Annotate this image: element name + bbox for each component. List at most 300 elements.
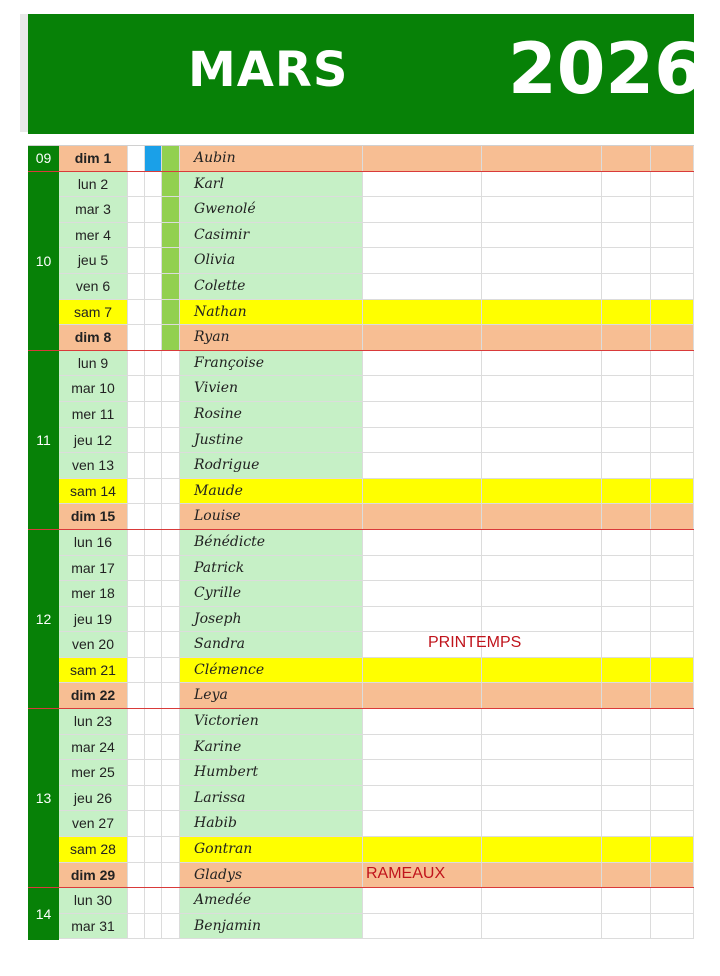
marker-cell-b	[144, 172, 161, 197]
notes-cell	[650, 581, 694, 606]
day-row	[28, 709, 694, 735]
marker-cell-b	[144, 735, 161, 760]
notes-cell	[362, 453, 481, 478]
notes-cell	[601, 172, 650, 197]
saint-name: Humbert	[179, 760, 362, 785]
notes-cell	[601, 223, 650, 248]
saint-name: Karine	[179, 735, 362, 760]
notes-cell	[650, 351, 694, 376]
notes-cell	[362, 325, 481, 350]
notes-cell	[601, 607, 650, 632]
notes-cell	[481, 197, 601, 222]
notes-cell	[650, 248, 694, 273]
notes-cell	[481, 709, 601, 734]
calendar-header	[28, 14, 703, 134]
notes-cell	[650, 658, 694, 683]
notes-cell	[601, 479, 650, 504]
marker-cell-a	[127, 325, 144, 350]
marker-cell-b	[144, 914, 161, 939]
notes-cell	[481, 300, 601, 325]
notes-cell	[481, 556, 601, 581]
notes-cell	[362, 709, 481, 734]
notes-cell	[481, 837, 601, 862]
notes-cell	[362, 735, 481, 760]
marker-cell-a	[127, 146, 144, 171]
saint-name: Gladys	[179, 863, 362, 888]
week-number: 11	[28, 351, 59, 530]
marker-cell-b	[144, 786, 161, 811]
event-label: RAMEAUX	[366, 864, 446, 882]
marker-cell-c	[161, 172, 179, 197]
notes-cell	[601, 863, 650, 888]
notes-cell	[362, 300, 481, 325]
marker-cell-a	[127, 760, 144, 785]
marker-cell-c	[161, 197, 179, 222]
notes-cell	[362, 248, 481, 273]
marker-cell-c	[161, 223, 179, 248]
day-row	[28, 274, 694, 300]
notes-cell	[601, 632, 650, 657]
day-label: dim 15	[59, 504, 127, 529]
saint-name: Louise	[179, 504, 362, 529]
saint-name: Sandra	[179, 632, 362, 657]
marker-cell-b	[144, 504, 161, 529]
week-number: 09	[28, 146, 59, 172]
notes-cell	[481, 351, 601, 376]
notes-cell	[362, 683, 481, 708]
notes-cell	[481, 735, 601, 760]
notes-cell	[362, 504, 481, 529]
notes-cell	[601, 504, 650, 529]
notes-cell	[362, 172, 481, 197]
month-title: MARS	[188, 42, 349, 98]
notes-cell	[601, 530, 650, 555]
marker-cell-b	[144, 351, 161, 376]
day-label: jeu 19	[59, 607, 127, 632]
week-number: 12	[28, 530, 59, 709]
notes-cell	[650, 786, 694, 811]
marker-cell-b	[144, 556, 161, 581]
marker-cell-a	[127, 376, 144, 401]
marker-cell-b	[144, 376, 161, 401]
notes-cell	[650, 914, 694, 939]
notes-cell	[481, 428, 601, 453]
day-row	[28, 811, 694, 837]
saint-name: Françoise	[179, 351, 362, 376]
day-row	[28, 735, 694, 761]
day-label: sam 7	[59, 300, 127, 325]
saint-name: Maude	[179, 479, 362, 504]
notes-cell	[650, 607, 694, 632]
notes-cell	[481, 658, 601, 683]
saint-name: Clémence	[179, 658, 362, 683]
notes-cell	[601, 376, 650, 401]
notes-cell	[650, 300, 694, 325]
marker-cell-a	[127, 248, 144, 273]
day-label: mer 11	[59, 402, 127, 427]
marker-cell-a	[127, 453, 144, 478]
notes-cell	[481, 325, 601, 350]
notes-cell	[601, 402, 650, 427]
day-label: ven 27	[59, 811, 127, 836]
notes-cell	[650, 632, 694, 657]
notes-cell	[481, 863, 601, 888]
marker-cell-c	[161, 428, 179, 453]
marker-cell-c	[161, 658, 179, 683]
day-row	[28, 837, 694, 863]
marker-cell-a	[127, 811, 144, 836]
notes-cell	[362, 888, 481, 913]
notes-cell	[481, 683, 601, 708]
day-label: dim 22	[59, 683, 127, 708]
marker-cell-c	[161, 325, 179, 350]
notes-cell	[481, 172, 601, 197]
notes-cell	[650, 863, 694, 888]
marker-cell-a	[127, 607, 144, 632]
day-row	[28, 888, 694, 914]
notes-cell	[650, 530, 694, 555]
saint-name: Leya	[179, 683, 362, 708]
day-row	[28, 556, 694, 582]
notes-cell	[601, 811, 650, 836]
day-label: mar 17	[59, 556, 127, 581]
marker-cell-b	[144, 581, 161, 606]
day-label: dim 1	[59, 146, 127, 171]
notes-cell	[362, 760, 481, 785]
marker-cell-b	[144, 325, 161, 350]
notes-cell	[650, 453, 694, 478]
saint-name: Colette	[179, 274, 362, 299]
notes-cell	[481, 274, 601, 299]
marker-cell-b	[144, 632, 161, 657]
notes-cell	[601, 146, 650, 171]
notes-cell	[650, 837, 694, 862]
day-label: mar 24	[59, 735, 127, 760]
notes-cell	[481, 786, 601, 811]
marker-cell-a	[127, 888, 144, 913]
notes-cell	[362, 530, 481, 555]
marker-cell-c	[161, 248, 179, 273]
notes-cell	[481, 146, 601, 171]
notes-cell	[601, 453, 650, 478]
day-row	[28, 300, 694, 326]
notes-cell	[601, 248, 650, 273]
saint-name: Cyrille	[179, 581, 362, 606]
notes-cell	[362, 146, 481, 171]
notes-cell	[481, 530, 601, 555]
marker-cell-c	[161, 351, 179, 376]
marker-cell-c	[161, 300, 179, 325]
notes-cell	[601, 300, 650, 325]
notes-cell	[601, 325, 650, 350]
notes-cell	[481, 223, 601, 248]
notes-cell	[481, 504, 601, 529]
saint-name: Justine	[179, 428, 362, 453]
notes-cell	[650, 223, 694, 248]
marker-cell-a	[127, 172, 144, 197]
notes-cell	[362, 914, 481, 939]
notes-cell	[650, 376, 694, 401]
notes-cell	[362, 811, 481, 836]
marker-cell-b	[144, 428, 161, 453]
notes-cell	[650, 172, 694, 197]
saint-name: Rosine	[179, 402, 362, 427]
notes-cell	[362, 607, 481, 632]
day-row	[28, 402, 694, 428]
notes-cell	[601, 914, 650, 939]
notes-cell	[650, 683, 694, 708]
calendar-grid	[28, 145, 694, 939]
saint-name: Rodrigue	[179, 453, 362, 478]
notes-cell	[601, 888, 650, 913]
day-label: lun 30	[59, 888, 127, 913]
day-row	[28, 607, 694, 633]
marker-cell-c	[161, 632, 179, 657]
saint-name: Olivia	[179, 248, 362, 273]
notes-cell	[481, 376, 601, 401]
marker-cell-b	[144, 888, 161, 913]
marker-cell-b	[144, 811, 161, 836]
day-row	[28, 581, 694, 607]
day-row	[28, 479, 694, 505]
marker-cell-b	[144, 530, 161, 555]
marker-cell-b	[144, 479, 161, 504]
marker-cell-a	[127, 479, 144, 504]
marker-cell-c	[161, 811, 179, 836]
day-row	[28, 504, 694, 530]
marker-cell-a	[127, 428, 144, 453]
marker-cell-a	[127, 735, 144, 760]
saint-name: Casimir	[179, 223, 362, 248]
day-row	[28, 658, 694, 684]
notes-cell	[650, 556, 694, 581]
marker-cell-a	[127, 863, 144, 888]
notes-cell	[481, 914, 601, 939]
notes-cell	[481, 888, 601, 913]
day-row	[28, 453, 694, 479]
notes-cell	[650, 709, 694, 734]
marker-cell-c	[161, 504, 179, 529]
notes-cell	[601, 197, 650, 222]
notes-cell	[650, 146, 694, 171]
marker-cell-a	[127, 402, 144, 427]
marker-cell-c	[161, 683, 179, 708]
marker-cell-c	[161, 607, 179, 632]
marker-cell-b	[144, 760, 161, 785]
saint-name: Joseph	[179, 607, 362, 632]
notes-cell	[601, 658, 650, 683]
marker-cell-c	[161, 556, 179, 581]
notes-cell	[650, 428, 694, 453]
marker-cell-c	[161, 735, 179, 760]
day-label: mar 3	[59, 197, 127, 222]
day-row	[28, 914, 694, 940]
week-number: 10	[28, 172, 59, 351]
day-label: mar 31	[59, 914, 127, 939]
marker-cell-c	[161, 530, 179, 555]
saint-name: Vivien	[179, 376, 362, 401]
day-row	[28, 632, 694, 658]
day-row	[28, 376, 694, 402]
day-row	[28, 325, 694, 351]
notes-cell	[481, 760, 601, 785]
day-row	[28, 248, 694, 274]
marker-cell-b	[144, 607, 161, 632]
day-label: ven 20	[59, 632, 127, 657]
notes-cell	[650, 735, 694, 760]
marker-cell-c	[161, 709, 179, 734]
notes-cell	[362, 197, 481, 222]
notes-cell	[601, 683, 650, 708]
marker-cell-c	[161, 453, 179, 478]
marker-cell-b	[144, 223, 161, 248]
saint-name: Victorien	[179, 709, 362, 734]
day-row	[28, 172, 694, 198]
day-label: lun 23	[59, 709, 127, 734]
day-label: mer 18	[59, 581, 127, 606]
notes-cell	[601, 837, 650, 862]
marker-cell-c	[161, 479, 179, 504]
year-title: 2026	[508, 28, 703, 110]
saint-name: Ryan	[179, 325, 362, 350]
marker-cell-a	[127, 351, 144, 376]
day-label: jeu 5	[59, 248, 127, 273]
notes-cell	[362, 556, 481, 581]
notes-cell	[481, 811, 601, 836]
marker-cell-a	[127, 530, 144, 555]
saint-name: Patrick	[179, 556, 362, 581]
day-label: lun 16	[59, 530, 127, 555]
week-number: 13	[28, 709, 59, 888]
marker-cell-a	[127, 223, 144, 248]
saint-name: Bénédicte	[179, 530, 362, 555]
notes-cell	[362, 786, 481, 811]
day-label: ven 13	[59, 453, 127, 478]
marker-cell-a	[127, 556, 144, 581]
day-label: sam 14	[59, 479, 127, 504]
day-row	[28, 146, 694, 172]
day-label: mer 4	[59, 223, 127, 248]
notes-cell	[362, 223, 481, 248]
marker-cell-a	[127, 709, 144, 734]
marker-cell-a	[127, 683, 144, 708]
notes-cell	[481, 581, 601, 606]
marker-cell-a	[127, 632, 144, 657]
day-label: mer 25	[59, 760, 127, 785]
marker-cell-a	[127, 837, 144, 862]
marker-cell-c	[161, 274, 179, 299]
marker-cell-a	[127, 274, 144, 299]
notes-cell	[601, 581, 650, 606]
notes-cell	[601, 760, 650, 785]
saint-name: Larissa	[179, 786, 362, 811]
marker-cell-b	[144, 402, 161, 427]
notes-cell	[601, 556, 650, 581]
notes-cell	[650, 402, 694, 427]
day-row	[28, 197, 694, 223]
notes-cell	[601, 786, 650, 811]
day-label: lun 2	[59, 172, 127, 197]
marker-cell-c	[161, 863, 179, 888]
marker-cell-b	[144, 197, 161, 222]
notes-cell	[481, 607, 601, 632]
marker-cell-c	[161, 914, 179, 939]
marker-cell-a	[127, 914, 144, 939]
notes-cell	[362, 402, 481, 427]
notes-cell	[362, 428, 481, 453]
notes-cell	[650, 760, 694, 785]
day-label: sam 21	[59, 658, 127, 683]
saint-name: Aubin	[179, 146, 362, 171]
marker-cell-c	[161, 146, 179, 171]
day-label: jeu 26	[59, 786, 127, 811]
day-row	[28, 760, 694, 786]
day-label: sam 28	[59, 837, 127, 862]
notes-cell	[362, 837, 481, 862]
day-label: jeu 12	[59, 428, 127, 453]
marker-cell-b	[144, 274, 161, 299]
marker-cell-c	[161, 376, 179, 401]
marker-cell-b	[144, 300, 161, 325]
marker-cell-b	[144, 248, 161, 273]
marker-cell-b	[144, 146, 161, 171]
marker-cell-b	[144, 837, 161, 862]
notes-cell	[362, 274, 481, 299]
notes-cell	[362, 581, 481, 606]
saint-name: Habib	[179, 811, 362, 836]
day-row	[28, 428, 694, 454]
notes-cell	[362, 479, 481, 504]
marker-cell-b	[144, 453, 161, 478]
marker-cell-c	[161, 402, 179, 427]
marker-cell-c	[161, 888, 179, 913]
notes-cell	[650, 811, 694, 836]
notes-cell	[481, 248, 601, 273]
day-label: ven 6	[59, 274, 127, 299]
day-label: lun 9	[59, 351, 127, 376]
saint-name: Gwenolé	[179, 197, 362, 222]
notes-cell	[362, 376, 481, 401]
notes-cell	[601, 351, 650, 376]
notes-cell	[601, 735, 650, 760]
day-row	[28, 683, 694, 709]
marker-cell-c	[161, 837, 179, 862]
notes-cell	[601, 428, 650, 453]
marker-cell-c	[161, 581, 179, 606]
marker-cell-a	[127, 504, 144, 529]
notes-cell	[650, 479, 694, 504]
marker-cell-b	[144, 658, 161, 683]
day-row	[28, 223, 694, 249]
day-row	[28, 530, 694, 556]
saint-name: Amedée	[179, 888, 362, 913]
notes-cell	[650, 504, 694, 529]
marker-cell-a	[127, 300, 144, 325]
day-row	[28, 863, 694, 889]
notes-cell	[362, 658, 481, 683]
day-label: dim 8	[59, 325, 127, 350]
notes-cell	[650, 325, 694, 350]
marker-cell-b	[144, 863, 161, 888]
marker-cell-c	[161, 786, 179, 811]
saint-name: Gontran	[179, 837, 362, 862]
marker-cell-b	[144, 709, 161, 734]
day-label: mar 10	[59, 376, 127, 401]
notes-cell	[362, 351, 481, 376]
day-row	[28, 351, 694, 377]
notes-cell	[481, 479, 601, 504]
day-row	[28, 786, 694, 812]
